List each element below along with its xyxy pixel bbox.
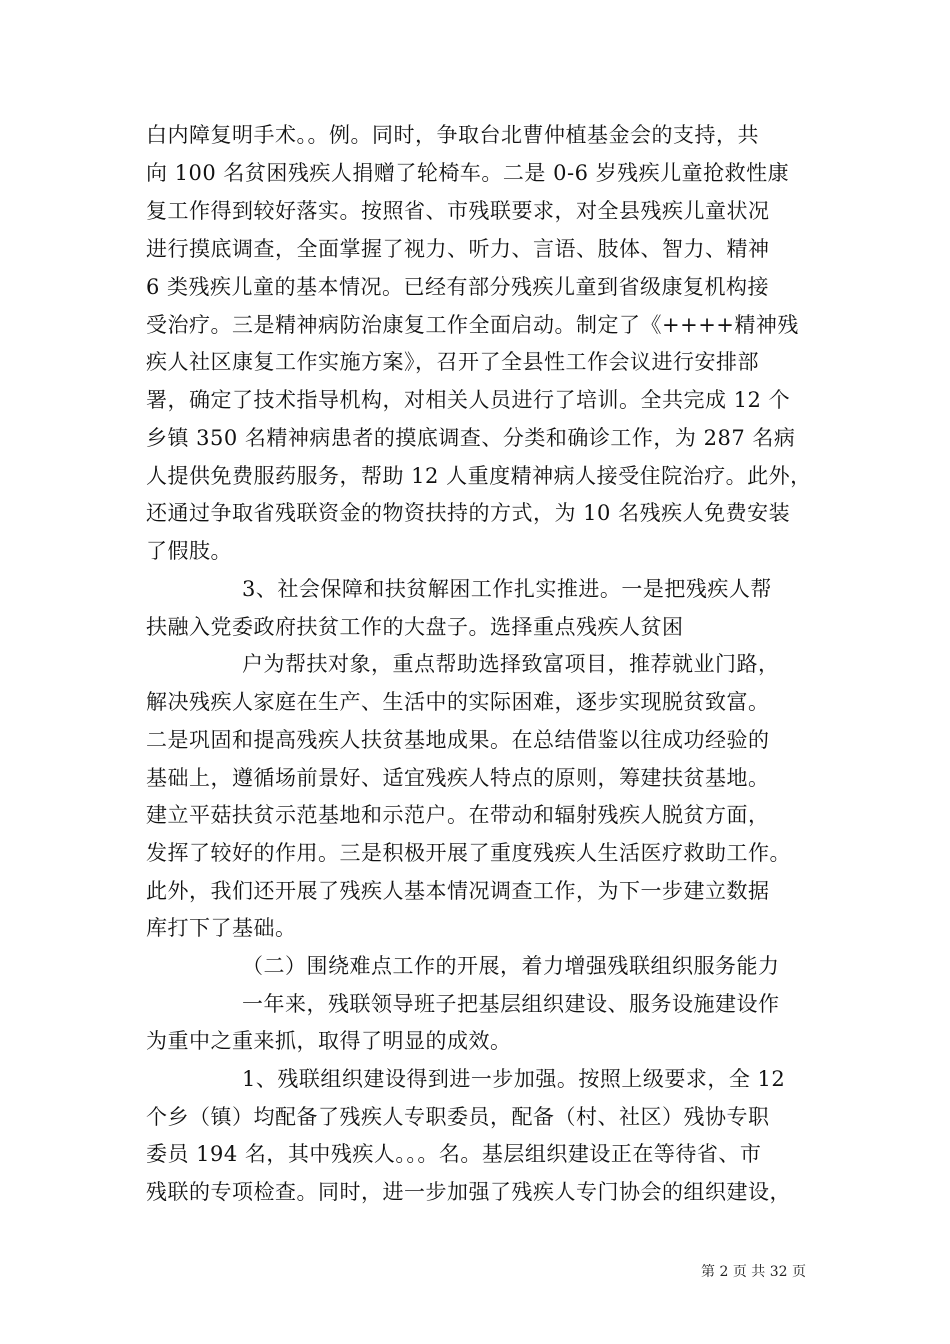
text-line-26: 1、残联组织建设得到进一步加强。按照上级要求，全 12 — [242, 1067, 786, 1091]
text-line-17: 二是巩固和提高残疾人扶贫基地成果。在总结借鉴以往成功经验的 — [146, 728, 770, 752]
text-line-10: 人提供免费服药服务，帮助 12 人重度精神病人接受住院治疗。此外， — [146, 464, 812, 488]
text-line-9: 乡镇 350 名精神病患者的摸底调查、分类和确诊工作，为 287 名病 — [146, 426, 796, 450]
section-heading: （二）围绕难点工作的开展，着力增强残联组织服务能力 — [242, 954, 780, 978]
text-line-22: 库打下了基础。 — [146, 916, 297, 940]
text-line-11: 还通过争取省残联资金的物资扶持的方式，为 10 名残疾人免费安装 — [146, 501, 791, 525]
text-line-24: 一年来，残联领导班子把基层组织建设、服务设施建设作 — [242, 992, 780, 1016]
text-line-7: 疾人社区康复工作实施方案》，召开了全县性工作会议进行安排部 — [146, 350, 759, 374]
text-line-20: 发挥了较好的作用。三是积极开展了重度残疾人生活医疗救助工作。 — [146, 841, 791, 865]
page-number-footer: 第 2 页 共 32 页 — [701, 1264, 806, 1280]
text-line-4: 进行摸底调查，全面掌握了视力、听力、言语、肢体、智力、精神 — [146, 237, 770, 261]
text-line-3: 复工作得到较好落实。按照省、市残联要求，对全县残疾儿童状况 — [146, 199, 770, 223]
text-line-18: 基础上，遵循场前景好、适宜残疾人特点的原则，筹建扶贫基地。 — [146, 766, 770, 790]
text-line-25: 为重中之重来抓，取得了明显的成效。 — [146, 1029, 512, 1053]
text-line-29: 残联的专项检查。同时，进一步加强了残疾人专门协会的组织建设， — [146, 1180, 791, 1204]
text-line-19: 建立平菇扶贫示范基地和示范户。在带动和辐射残疾人脱贫方面， — [146, 803, 770, 827]
text-line-13: 3、社会保障和扶贫解困工作扎实推进。一是把残疾人帮 — [242, 577, 772, 601]
text-line-15: 户为帮扶对象，重点帮助选择致富项目，推荐就业门路， — [242, 652, 780, 676]
text-line-21: 此外，我们还开展了残疾人基本情况调查工作，为下一步建立数据 — [146, 879, 770, 903]
text-line-12: 了假肢。 — [146, 539, 232, 563]
text-line-2: 向 100 名贫困残疾人捐赠了轮椅车。二是 0-6 岁残疾儿童抢救性康 — [146, 161, 790, 185]
text-line-14: 扶融入党委政府扶贫工作的大盘子。选择重点残疾人贫困 — [146, 615, 684, 639]
text-line-8: 署，确定了技术指导机构，对相关人员进行了培训。全共完成 12 个 — [146, 388, 791, 412]
text-line-28: 委员 194 名，其中残疾人。。。名。基层组织建设正在等待省、市 — [146, 1142, 762, 1166]
text-line-6: 受治疗。三是精神病防治康复工作全面启动。制定了《++++精神残 — [146, 313, 799, 337]
text-line-16: 解决残疾人家庭在生产、生活中的实际困难，逐步实现脱贫致富。 — [146, 690, 770, 714]
text-line-27: 个乡（镇）均配备了残疾人专职委员，配备（村、社区）残协专职 — [146, 1105, 770, 1129]
text-line-5: 6 类残疾儿童的基本情况。已经有部分残疾儿童到省级康复机构接 — [146, 275, 770, 299]
text-line-1: 白内障复明手术。。例。同时，争取台北曹仲植基金会的支持，共 — [146, 123, 759, 147]
